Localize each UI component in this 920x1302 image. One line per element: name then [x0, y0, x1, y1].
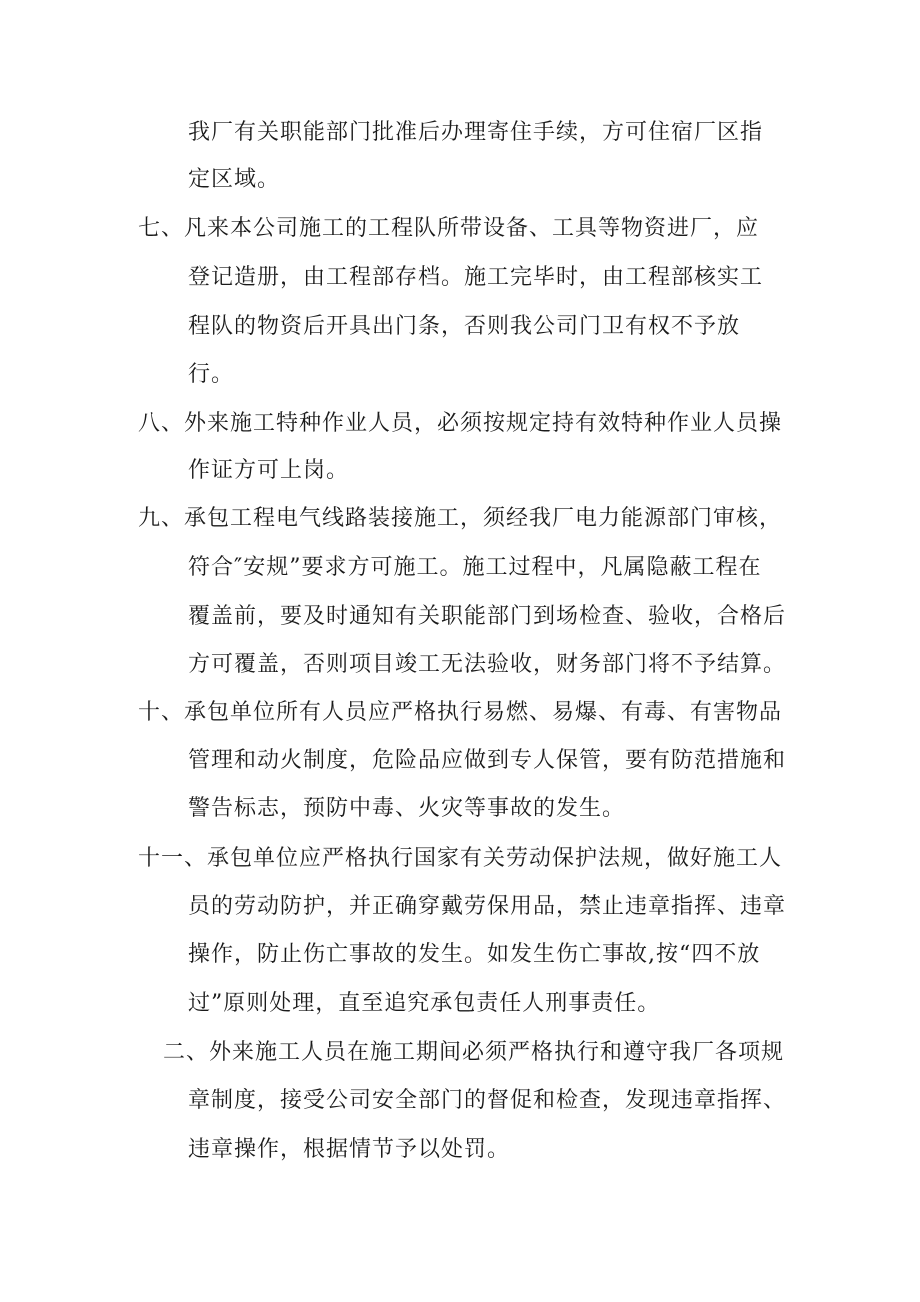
text-line: 违章操作，根据情节予以处罚。 [188, 1137, 511, 1162]
text-line: 操作，防止伤亡事故的发生。如发生伤亡事故,按“四不放 [188, 942, 761, 967]
text-line: 定区域。 [188, 167, 281, 192]
text-line: 二、外来施工人员在施工期间必须严格执行和遵守我厂各项规 [163, 1040, 785, 1065]
text-line: 作证方可上岗。 [188, 458, 350, 483]
text-line: 我厂有关职能部门批准后办理寄住手续，方可住宿厂区指 [188, 120, 764, 145]
text-line: 十、承包单位所有人员应严格执行易燃、易爆、有毒、有害物品 [138, 700, 783, 725]
text-line: 程队的物资后开具出门条，否则我公司门卫有权不予放 [188, 314, 741, 339]
text-line: 警告标志，预防中毒、火灾等事故的发生。 [188, 796, 626, 821]
text-line: 覆盖前，要及时通知有关职能部门到场检查、验收，合格后 [188, 604, 787, 629]
text-line: 十一、承包单位应严格执行国家有关劳动保护法规，做好施工人 [138, 846, 783, 871]
text-line: 管理和动火制度，危险品应做到专人保管，要有防范措施和 [188, 748, 787, 773]
text-line: 九、承包工程电气线路装接施工，须经我厂电力能源部门审核， [138, 506, 783, 531]
text-line: 章制度，接受公司安全部门的督促和检查，发现违章指挥、 [188, 1088, 787, 1113]
text-line: 符合″安规”要求方可施工。施工过程中，凡属隐蔽工程在 [188, 555, 762, 580]
text-line: 行。 [188, 362, 235, 387]
text-line: 八、外来施工特种作业人员，必须按规定持有效特种作业人员操 [138, 411, 783, 436]
text-line: 过”原则处理，直至追究承包责任人刑事责任。 [188, 991, 661, 1016]
text-line: 登记造册，由工程部存档。施工完毕时，由工程部核实工 [188, 265, 764, 290]
text-line: 方可覆盖，否则项目竣工无法验收，财务部门将不予结算。 [188, 652, 787, 677]
text-line: 员的劳动防护，并正确穿戴劳保用品，禁止违章指挥、违章 [188, 894, 787, 919]
text-line: 七、凡来本公司施工的工程队所带设备、工具等物资进厂，应 [138, 216, 760, 241]
